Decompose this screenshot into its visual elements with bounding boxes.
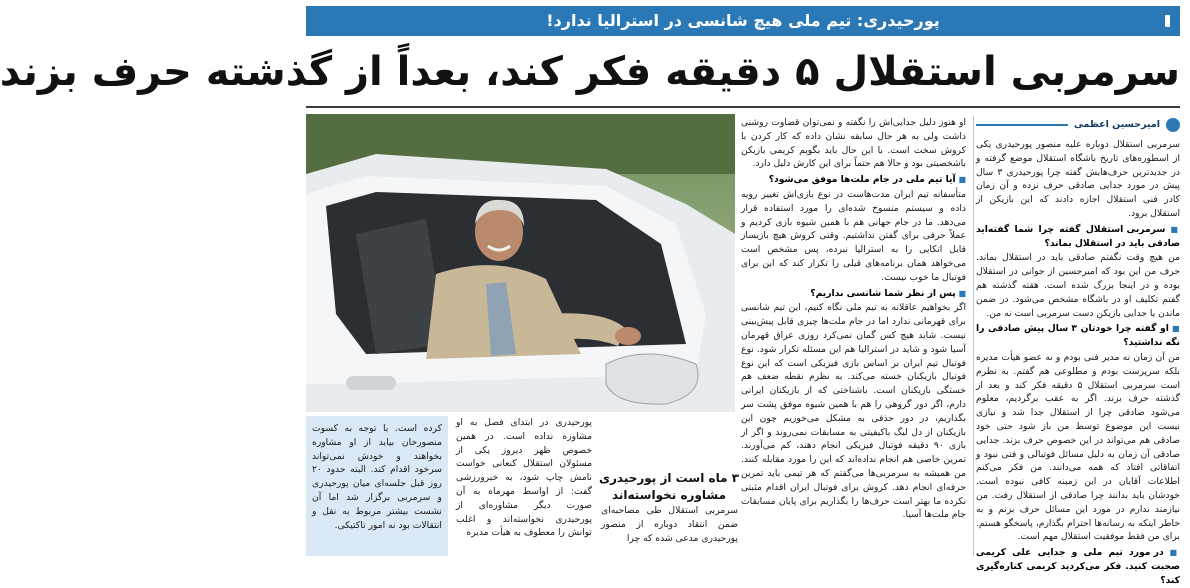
mid-p1: او هنوز دلیل جدایی‌اش را نگفته و نمی‌توان قضاوت روشنی داشت ولی به هر حال سابقه نشان داده که کار کردن با کروش سخت است. با این حال باید بگویم کریمی بازیکن باشخصیتی بود و حالا هم حتماً برای این کارش دلیل دارد.	[741, 117, 966, 170]
mid-p3: اگر بخواهیم عاقلانه به تیم ملی نگاه کنیم، این تیم شانسی برای قهرمانی ندارد اما در جام ملت‌ها چیزی قابل پیش‌بینی نیست. شاید هیچ کس گمان نمی‌کرد روزی عراق قهرمان آسیا شود و شاید در استرالیا هم این مسئله تکرار شود. نوع فوتبال تیم ایران بر اساس بازی فیزیکی است که این نوع فوتبال بازیکنان خسته می‌کند. به نظرم نقطه ضعف هم خستگی بازیکنان است. باشناختی که از بازیکنان ایرانی دارم، اگر دور گروهی را هم با همین شیوه موفق پشت سر بگذاریم، در دور حذفی به مشکل می‌خوریم چون این بازیکنان از دل لیگ باکیفیتی به مسابقات نمی‌روند و اگر از بازی ۹۰ دقیقه فوتبال فیزیکی انجام دهند، کم می‌آورند. تمرین خاصی هم انجام نداده‌اند که این را مورد مقابله کنند. من همیشه به سرمربی‌ها می‌گفتم که هر تیمی باید تمرین حرفه‌ای انجام دهد. کروش برای فوتبال ایران اقدام مثبتی نکرده ما بهتر است حرف‌ها را بگذاریم برای پایان مسابقات جام ملت‌ها آسیا.	[741, 302, 967, 521]
bottom-text-c: کرده است. با توجه به کسوت منصورخان بیاید از او مشاوره بخواهند و خودش نمی‌تواند سرخود اقدام کند. البته حدود ۲۰ روز قبل جلسه‌ای میان پورحیدری و سرمربی برگزار شد اما آن نشست بیشتر مربوط به نقل و انتقالات بود نه امور تاکتیکی.	[306, 416, 448, 556]
byline-rule	[976, 124, 1068, 126]
bottom-text-b: پورحیدری در ابتدای فصل به او مشاوره نداده است. در همین خصوص ظهر دیروز یکی از مسئولان استقلال کنعانی خواست نامش چاپ شود، به خبرورزشی گفت: از اواسط مهرماه به آن صورت دیگر مشاوره‌ای از پورحیدری نخواسته‌اند و اغلب توانش را معطوف به هیأت مدیره	[456, 417, 592, 539]
mid-question-2: ■ پس از نظر شما شانسی نداریم؟	[741, 287, 966, 301]
kicker-text: پورحیدری: تیم ملی هیچ شانسی در استرالیا ندارد!	[546, 11, 940, 30]
middle-column	[741, 116, 966, 556]
headline: سرمربی استقلال ۵ دقیقه فکر کند، بعداً از گذشته حرف بزند	[0, 49, 1180, 95]
bottom-text-a: سرمربی استقلال طی مصاحبه‌ای ضمن انتقاد دوباره از منصور پورحیدری مدعی شده که چرا	[601, 505, 738, 544]
mid-question-1: ■ آیا تیم ملی در جام ملت‌ها موفق می‌شود؟	[741, 173, 966, 187]
byline	[976, 116, 1180, 134]
byline-dot-icon	[1166, 118, 1180, 132]
right-p1: سرمربی استقلال دوباره علیه منصور پورحیدری یکی از اسطوره‌های تاریخ باشگاه استقلال موضع گرفته و در جدیدترین حرف‌هایش گفته چرا پورحیدری ۳ سال پیش در مورد جدایی صادقی حرف نزده و آن زمان کادر فنی استقلال اجازه دادند که این بازیکن از استقلال برود.	[976, 139, 1181, 219]
mid-p2: متأسفانه تیم ایران مدت‌هاست در نوع بازی‌اش تغییر رویه داده و سیستم منسوخ شده‌ای را مورد استفاده قرار می‌دهد. ما در جام جهانی هم با همین شیوه بازی کردیم و عملاً حرفی برای گفتن نداشتیم. وقتی کروش هیچ بازیساز قابل اتکایی را به استرالیا نبرده، پس مشخص است می‌خواهد همان برنامه‌های قبلی را تکرار کند که این برای فوتبال ما خوب نیست.	[741, 188, 966, 283]
kicker-bar	[306, 6, 1180, 36]
byline-name: امیرحسین اعظمی	[1073, 119, 1160, 131]
interview-photo	[306, 114, 735, 412]
right-p3: من آن زمان نه مدیر فنی بودم و نه عضو هیأت مدیره بلکه سرپرست بودم و مطلوعی هم گفتم. به نظرم است سرمربی استقلال ۵ دقیقه فکر کند و بعد از گذشته حرف بزند. اگر به عقب برگردیم، معلوم می‌شود صادقی چرا از استقلال جدا شد و نیازی نیست این موضوع توسط من باز شود حتی خود صادقی هم می‌تواند در این خصوص حرف بزند. جدایی صادقی آن زمان به دلیل مسائل فوتبالی و فنی نبود و اتفاقاتی افتاد که همه می‌دانند. من فکر می‌کنم اطلاعات آقایان در این زمینه کافی نبوده است. خودشان باید بدانند چرا صادقی از استقلال رفت. من نیازمند ندارم در مورد این مسائل حرف بزنم و به خاطر اینکه به رسانه‌ها احترام بگذارم، پاسخگو هستم. برای من فقط موفقیت استقلال مهم است.	[976, 351, 1180, 543]
right-column	[976, 116, 1181, 586]
kicker-marker-icon	[1165, 15, 1170, 27]
column-divider	[973, 116, 974, 556]
car-portrait-illustration	[306, 114, 735, 412]
headline-rule	[306, 106, 1180, 108]
right-p2: من هیچ وقت نگفتم صادقی باید در استقلال بماند. حرف من این بود که امیرحسین از جوانی در استقلال بوده و در اینجا بزرگ شده است. هفته گذشته هم گفتم تکلیف او در باشگاه مشخص می‌شود. در ضمن ماندن یا جدایی بازیکن دست سرمربی است نه من.	[976, 252, 1180, 319]
right-question-1: ■ سرمربی استقلال گفته چرا شما گفته‌اید صادقی باید در استقلال بماند؟	[976, 223, 1180, 251]
pull-quote: ۳ ماه است از پورحیدری مشاوره نخواسته‌اند	[598, 471, 740, 502]
right-question-3: ■ در مورد تیم ملی و جدایی علی کریمی صحبت کنید. فکر می‌کردید کریمی کناره‌گیری کند؟	[976, 546, 1180, 587]
right-question-2: ■ او گفته چرا خودتان ۳ سال پیش صادقی را نگه نداشتید؟	[976, 322, 1180, 350]
